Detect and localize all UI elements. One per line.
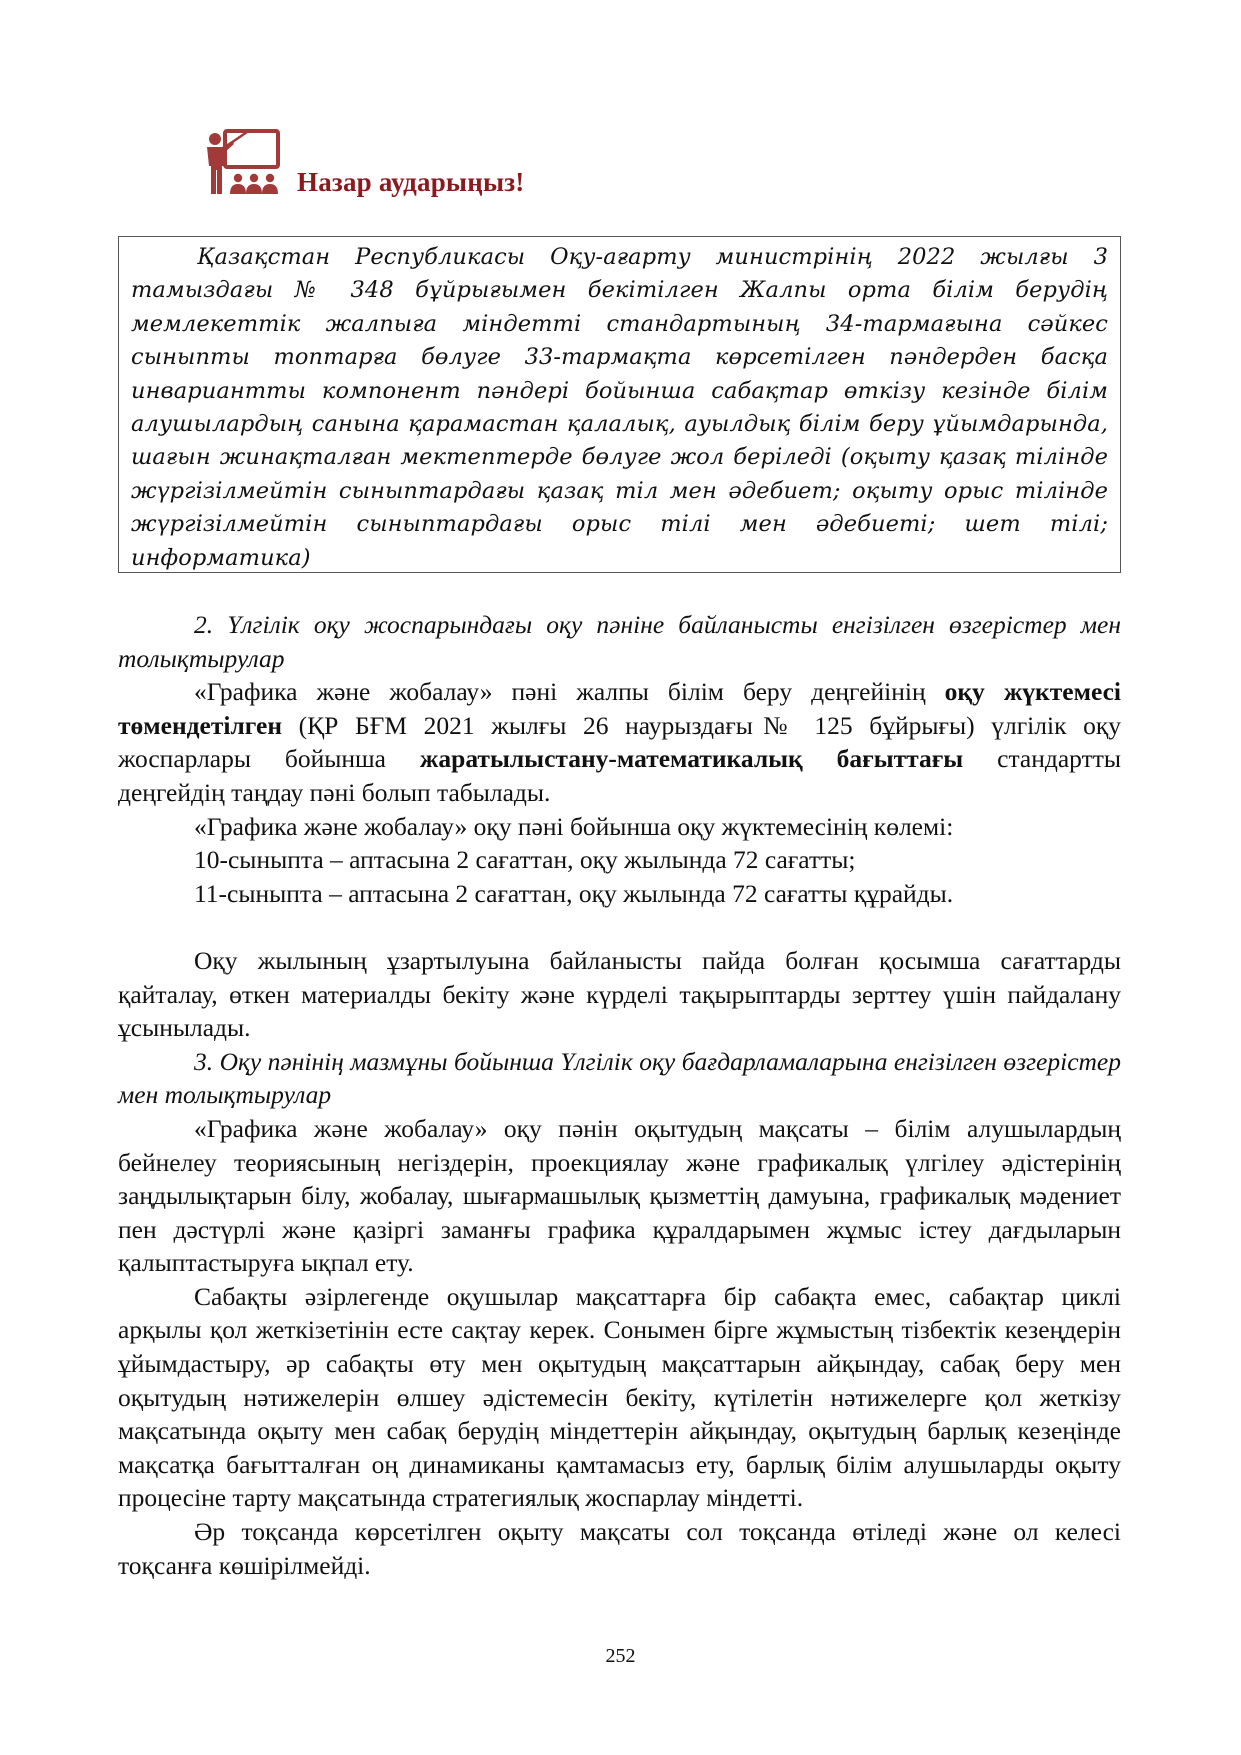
grade10-load: 10-сыныпта – аптасына 2 сағаттан, оқу жылында 72 сағатты; <box>194 845 856 875</box>
notice-title: Назар аударыңыз! <box>297 167 525 197</box>
section2-paragraph-2: «Графика және жобалау» оқу пәні бойынша оқу жүктемесінің көлемі: <box>194 811 954 841</box>
section2-paragraph-3: Оқу жылының ұзартылуына байланысты пайда болған қосымша сағаттарды қайталау, өткен материалды бекіту және күрделі тақырыптарды зерттеу үшін пайдалану ұсынылады. <box>118 945 1121 1043</box>
notice-header <box>203 128 524 200</box>
bold-text: оқу жүктемесі төмендетілген <box>118 677 1121 740</box>
note-text: Қазақстан Республикасы Оқу-ағарту министрінің 2022 жылғы 3 тамыздағы № 348 бұйрығымен бекітілген Жалпы орта білім берудің мемлекеттік жалпыға міндетті стандартының 34-тармағына сәйкес сыныпты топтарға бөлуге 33-тармақта көрсетілген пәндерден басқа инвариантты компонент пәндері бойынша сабақтар өткізу кезінде білім алушылардың санына қарамастан қалалық, ауылдық білім беру ұйымдарында, шағын жинақталған мектептерде бөлуге жол беріледі (оқыту қазақ тілінде жүргізілмейтін сыныптардағы қазақ тіл мен әдебиет; оқыту орыс тілінде жүргізілмейтін сыныптардағы орыс тілі мен әдебиеті; шет тілі; информатика) <box>131 244 1108 571</box>
text-run: «Графика және жобалау» пәні жалпы білім беру деңгейінің <box>194 677 945 707</box>
grade11-load: 11-сыныпта – аптасына 2 сағаттан, оқу жылында 72 сағатты құрайды. <box>194 878 954 908</box>
text-run: (ҚР БҒМ 2021 жылғы 26 наурыздағы№ 125 бұйрығы) үлгілік оқу жоспарлары бойынша <box>118 710 1121 774</box>
section2-heading: 2. Үлгілік оқу жоспарындағы оқу пәніне байланысты енгізілген өзгерістер мен толықтырулар <box>118 610 1121 673</box>
page-number: 252 <box>605 1645 636 1667</box>
teacher-presentation-icon <box>203 128 281 200</box>
section2-paragraph-1 <box>118 675 1121 809</box>
section3-paragraph-3: Әр тоқсанда көрсетілген оқыту мақсаты сол тоқсанда өтіледі және ол келесі тоқсанға көшірілмейді. <box>118 1517 1121 1580</box>
section3-paragraph-2: Сабақты әзірлегенде оқушылар мақсаттарға бір сабақта емес, сабақтар циклі арқылы қол жеткізетінін есте сақтау керек. Сонымен бірге жұмыстың тізбектік кезеңдерін ұйымдастыру, әр сабақты өту мен оқытудың мақсаттарын айқындау, сабақ беру мен оқытудың нәтижелерін өлшеу әдістемесін бекіту, күтілетін нәтижелерге қол жеткізу мақсатында оқыту мен сабақ берудің міндеттерін айқындау, оқытудың барлық кезеңінде мақсатқа бағытталған оң динамиканы қамтамасыз ету, барлық білім алушыларды оқыту процесіне тарту мақсатында стратегиялық жоспарлау міндетті. <box>118 1281 1121 1513</box>
text-run: стандартты деңгейдің таңдау пәні болып табылады. <box>118 744 1121 807</box>
section3-heading: 3. Оқу пәнінің мазмұны бойынша Үлгілік оқу бағдарламаларына енгізілген өзгерістер мен толықтырулар <box>118 1046 1121 1110</box>
section3-paragraph-1: «Графика және жобалау» оқу пәнін оқытудың мақсаты – білім алушылардың бейнелеу теориясының негіздерін, проекциялау және графикалық үлгілеу әдістерінің заңдылықтарын білу, жобалау, шығармашылық қызметтің дамуына, графикалық мәдениет пен дәстүрлі және қазіргі заманғы графика құралдарымен жұмыс істеу дағдыларын қалыптастыруға ықпал ету. <box>118 1113 1121 1278</box>
note-box <box>118 236 1121 573</box>
bold-text: жаратылыстану-математикалық бағыттағы <box>419 744 964 774</box>
document-body <box>118 608 1121 1582</box>
blank-line <box>118 910 1121 944</box>
